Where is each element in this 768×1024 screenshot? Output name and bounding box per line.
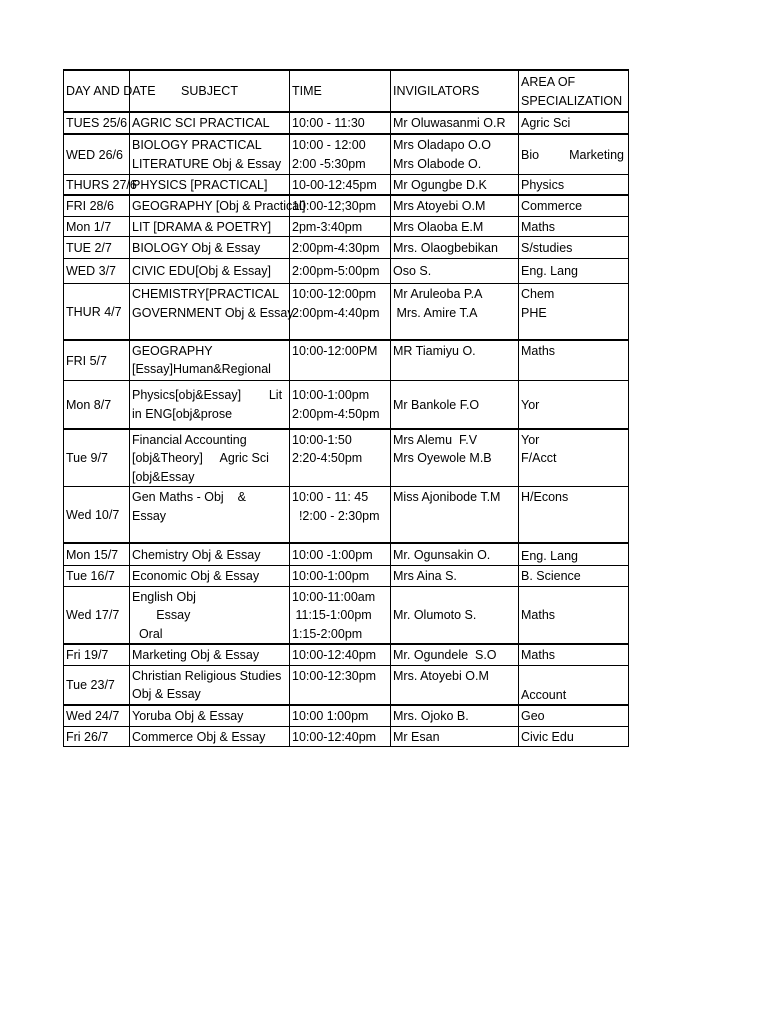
cell-day: Fri 19/7 [64,644,130,665]
cell-time-line: 10:00 1:00pm [292,709,369,723]
cell-invigilators-line: MR Tiamiyu O. [393,343,476,358]
cell-invigilators-line: Mrs. Ojoko B. [393,709,469,723]
cell-invigilators [391,665,519,705]
cell-subject-line: Commerce Obj & Essay [132,729,266,744]
cell-subject-line: PHYSICS [PRACTICAL] [132,177,268,192]
cell-time [290,566,391,587]
cell-area [519,216,629,237]
cell-subject [130,543,290,566]
table-row [64,665,629,705]
cell-subject [130,586,290,644]
cell-invigilators [391,174,519,195]
table-row [64,216,629,237]
cell-day: THURS 27/6 [64,174,130,195]
cell-subject-line: [obj&Essay [132,469,195,484]
cell-area-line: H/Econs [521,490,569,504]
cell-area-line: Yor [521,432,540,447]
cell-subject-line: Obj & Essay [132,687,201,701]
cell-area-line: PHE [521,305,547,320]
cell-subject-line: BIOLOGY PRACTICAL [132,138,262,153]
table-row [64,381,629,429]
cell-area [519,259,629,284]
cell-time [290,586,391,644]
cell-day: WED 26/6 [64,134,130,174]
cell-area-line: Physics [521,177,565,192]
cell-area-line: S/studies [521,240,573,255]
cell-invigilators-line: Mr. Ogunsakin O. [393,547,491,562]
cell-area [519,134,629,174]
cell-invigilators-line: Oso S. [393,264,432,279]
cell-invigilators-line: Mrs Olaoba E.M [393,219,484,234]
cell-subject [130,429,290,487]
cell-area-line: Maths [521,219,556,234]
cell-time-line: 2:00pm-5:00pm [292,264,380,279]
table-row [64,112,629,134]
timetable-body [64,70,629,747]
cell-area-line: F/Acct [521,451,557,465]
header-area-of-specialization [519,70,629,112]
cell-time [290,174,391,195]
cell-day: FRI 5/7 [64,340,130,381]
cell-subject-line: CHEMISTRY[PRACTICAL [132,287,280,301]
table-row [64,134,629,174]
cell-subject [130,705,290,726]
cell-invigilators-line: Mrs Alemu F.V [393,432,478,447]
cell-subject-line: Christian Religious Studies [132,668,282,683]
cell-area [519,112,629,134]
header-area-line2: SPECIALIZATION [521,93,623,108]
cell-time-line: 2:00pm-4:30pm [292,240,380,255]
cell-subject [130,340,290,381]
cell-time [290,644,391,665]
cell-time-line: 2:20-4:50pm [292,451,363,465]
cell-invigilators-line: Mr. Olumoto S. [393,608,477,622]
cell-invigilators-line: Mr Esan [393,729,440,744]
cell-day: FRI 28/6 [64,195,130,216]
cell-area-line: Maths [521,608,556,622]
cell-day: Wed 17/7 [64,586,130,644]
cell-time-line: 10:00-12:40pm [292,648,377,662]
cell-time-line: 10:00-12:30pm [292,668,377,683]
cell-subject-line: CIVIC EDU[Obj & Essay] [132,264,271,279]
table-row [64,586,629,644]
cell-time-line: 10:00 - 11: 45 [292,490,369,504]
cell-day: Wed 10/7 [64,487,130,543]
cell-time [290,134,391,174]
cell-day: THUR 4/7 [64,284,130,340]
cell-day: Mon 15/7 [64,543,130,566]
cell-area [519,487,629,543]
cell-invigilators-line: Mrs. Atoyebi O.M [393,668,489,683]
header-subject: SUBJECT [130,70,290,112]
cell-time-line: 2pm-3:40pm [292,219,363,234]
cell-day: WED 3/7 [64,259,130,284]
cell-area-line: Account [521,687,567,702]
cell-subject-line: Chemistry Obj & Essay [132,547,261,562]
cell-area-line: Geo [521,709,545,723]
cell-time-line: 2:00 -5:30pm [292,156,366,171]
cell-time [290,543,391,566]
cell-subject [130,566,290,587]
cell-time [290,195,391,216]
cell-day: TUE 2/7 [64,237,130,259]
cell-invigilators-line: Mrs Atoyebi O.M [393,199,486,213]
cell-invigilators-line: Mrs Oyewole M.B [393,451,492,465]
cell-subject-line: GOVERNMENT Obj & Essay [132,305,294,320]
cell-subject [130,726,290,747]
table-row [64,195,629,216]
cell-invigilators [391,340,519,381]
cell-time-line: 10:00 -1:00pm [292,547,373,562]
cell-invigilators [391,429,519,487]
cell-subject [130,174,290,195]
cell-subject [130,284,294,340]
cell-area-line: Commerce [521,199,583,213]
cell-subject-line: GEOGRAPHY [Obj & Practical] [132,199,306,213]
cell-day: Mon 8/7 [64,381,130,429]
table-row [64,284,629,340]
cell-area [519,586,629,644]
cell-invigilators-line: Mrs. Amire T.A [393,305,478,320]
cell-time [290,284,391,340]
cell-time [290,665,391,705]
table-row [64,237,629,259]
table-row [64,566,629,587]
cell-invigilators-line: Mr Ogungbe D.K [393,177,487,192]
cell-invigilators-line: Mrs Aina S. [393,569,457,583]
cell-time-line: 10:00-12:00PM [292,343,378,358]
cell-subject [130,259,290,284]
cell-time [290,705,391,726]
cell-invigilators-line: Mrs Oladapo O.O [393,138,491,153]
cell-area [519,726,629,747]
table-row [64,429,629,487]
cell-subject-line: LIT [DRAMA & POETRY] [132,219,272,234]
cell-day: Wed 24/7 [64,705,130,726]
cell-invigilators [391,566,519,587]
cell-time [290,237,391,259]
cell-area-line: Eng. Lang [521,548,578,563]
cell-area-line: B. Science [521,569,581,583]
cell-time [290,487,391,543]
cell-subject-line: AGRIC SCI PRACTICAL [132,116,270,131]
cell-time [290,216,391,237]
cell-subject-line: in ENG[obj&prose [132,406,233,421]
cell-time-line: 10:00 - 11:30 [292,116,365,131]
cell-area-line: Marketing [569,147,624,162]
exam-timetable [63,69,629,747]
cell-subject-line: LITERATURE Obj & Essay [132,156,282,171]
cell-time-line: 2:00pm-4:50pm [292,406,380,421]
cell-time [290,429,391,487]
cell-time [290,340,391,381]
cell-invigilators-line: Mr Oluwasanmi O.R [393,116,506,131]
cell-subject [130,665,290,705]
cell-time-line: !2:00 - 2:30pm [292,508,380,523]
cell-time [290,726,391,747]
cell-day: TUES 25/6 [64,112,130,134]
cell-area-line: Maths [521,648,556,662]
cell-subject-line: Physics[obj&Essay] Lit [132,388,283,403]
cell-invigilators [391,586,519,644]
cell-time-line: 10:00-12;30pm [292,199,377,213]
table-row [64,705,629,726]
cell-invigilators [391,112,519,134]
cell-time-line: 10:00-1:00pm [292,388,370,403]
cell-time-line: 11:15-1:00pm [292,608,372,622]
cell-invigilators-line: Mr. Ogundele S.O [393,648,497,662]
cell-day: Tue 9/7 [64,429,130,487]
cell-area [519,381,629,429]
header-area-line1: AREA OF [521,75,576,89]
cell-time-line: 10:00-12:00pm [292,287,377,301]
cell-time-line: 10-00-12:45pm [292,177,377,192]
header-time: TIME [290,70,391,112]
header-invigilators: INVIGILATORS [391,70,519,112]
cell-area-line: Yor [521,397,540,412]
cell-subject [130,487,290,543]
cell-invigilators-line: Mrs. Olaogbebikan [393,240,498,255]
cell-area-line: Bio [521,147,540,162]
cell-area-line: Chem [521,287,555,301]
cell-area [519,174,629,195]
cell-area [519,665,629,705]
cell-invigilators [391,644,519,665]
cell-subject-line: [obj&Theory] Agric Sci [132,451,269,465]
cell-area [519,705,629,726]
table-row [64,726,629,747]
cell-area [519,429,629,487]
cell-subject-line: GEOGRAPHY [132,343,213,358]
header-row [64,70,629,112]
cell-time-line: 10:00-1:00pm [292,569,370,583]
table-row [64,487,629,543]
cell-subject-line: Essay [132,508,167,523]
table-row [64,174,629,195]
cell-day: Tue 16/7 [64,566,130,587]
cell-invigilators-line: Mr Aruleoba P.A [393,287,483,301]
cell-area [519,237,629,259]
table-row [64,259,629,284]
cell-invigilators [391,259,519,284]
cell-subject [130,112,290,134]
cell-invigilators [391,381,519,429]
cell-day: Tue 23/7 [64,665,130,705]
cell-time-line: 10:00-1:50 [292,432,352,447]
cell-time-line: 10:00 - 12:00 [292,138,366,153]
cell-subject-line: Economic Obj & Essay [132,569,260,583]
cell-time [290,381,391,429]
cell-subject [130,216,290,237]
cell-subject-line: Oral [132,626,163,641]
cell-area [519,340,629,381]
cell-time-line: 1:15-2:00pm [292,626,363,641]
cell-subject [130,644,290,665]
cell-area-line: Maths [521,343,556,358]
cell-time-line: 10:00-11:00am [292,589,376,604]
header-day-and-date: DAY AND DATE [64,70,130,112]
cell-subject-line: BIOLOGY Obj & Essay [132,240,261,255]
cell-area [519,543,629,566]
cell-area-line: Civic Edu [521,729,574,744]
cell-time-line: 2:00pm-4:40pm [292,305,380,320]
cell-subject-line: English Obj [132,589,196,604]
cell-invigilators [391,195,519,216]
cell-time-line: 10:00-12:40pm [292,729,377,744]
cell-subject-line: [Essay]Human&Regional [132,362,271,376]
cell-subject-line: Marketing Obj & Essay [132,648,260,662]
cell-invigilators [391,134,519,174]
cell-subject-line: Yoruba Obj & Essay [132,709,244,723]
cell-area [519,644,629,665]
cell-day: Fri 26/7 [64,726,130,747]
cell-subject [130,381,290,429]
cell-invigilators [391,237,519,259]
cell-invigilators-line: Mrs Olabode O. [393,156,482,171]
cell-area [519,195,629,216]
cell-area-line: Agric Sci [521,116,571,131]
cell-invigilators [391,726,519,747]
cell-subject-line: Financial Accounting [132,432,247,447]
table-row [64,644,629,665]
cell-subject [130,195,306,216]
table-row [64,543,629,566]
table-row [64,340,629,381]
cell-subject [130,134,290,174]
cell-time [290,112,391,134]
cell-subject-line: Gen Maths - Obj & [132,490,246,504]
cell-area [519,284,629,340]
cell-invigilators [391,543,519,566]
cell-invigilators-line: Mr Bankole F.O [393,397,480,412]
cell-invigilators [391,216,519,237]
cell-invigilators [391,705,519,726]
cell-invigilators-line: Miss Ajonibode T.M [393,490,501,504]
cell-subject [130,237,290,259]
cell-subject-line: Essay [132,608,191,622]
cell-time [290,259,391,284]
cell-day: Mon 1/7 [64,216,130,237]
cell-area-justified [521,146,626,165]
cell-invigilators [391,487,519,543]
cell-invigilators [391,284,519,340]
cell-area [519,566,629,587]
cell-area-line: Eng. Lang [521,264,578,279]
